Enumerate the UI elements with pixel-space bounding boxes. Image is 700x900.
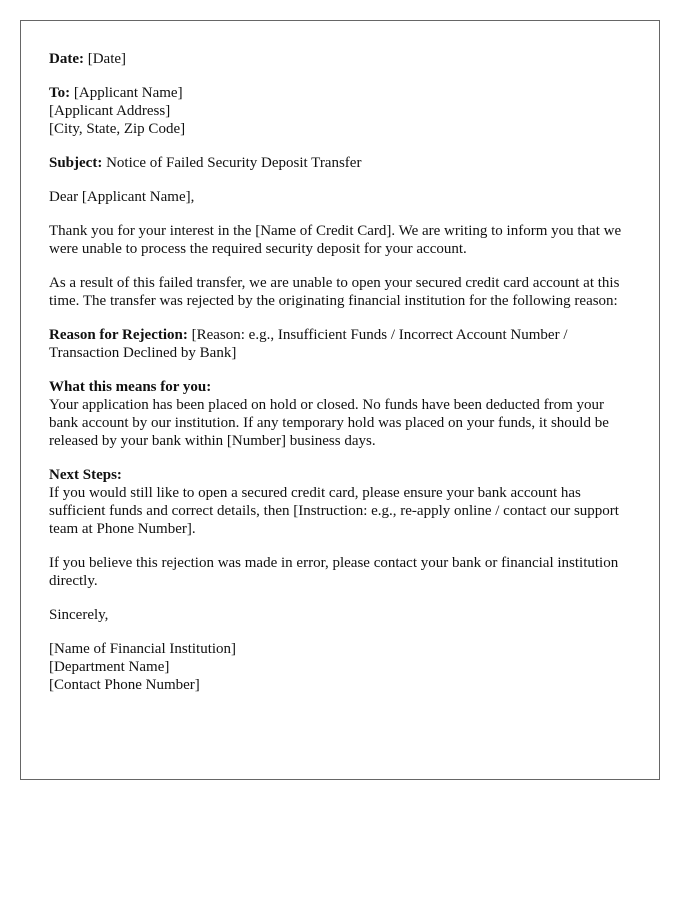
error-contact-paragraph: If you believe this rejection was made in error, please contact your bank or financial institution directly. (49, 555, 619, 589)
what-this-means-section (49, 378, 631, 450)
next-steps-heading: Next Steps: (49, 467, 122, 483)
recipient-city: [City, State, Zip Code] (49, 121, 186, 137)
date-line (49, 50, 631, 68)
next-steps-text: If you would still like to open a secured credit card, please ensure your bank account has sufficient funds and correct details, then [Instruction: e.g., re-apply online / contact our support team at Phone Number]. (49, 485, 619, 537)
date-label: Date: (49, 51, 84, 67)
recipient-address: [Applicant Address] (49, 103, 171, 119)
next-steps-section (49, 466, 631, 538)
what-this-means-text: Your application has been placed on hold or closed. No funds have been deducted from your bank account by our institution. If any temporary hold was placed on your funds, it should be released by your bank within [Number] business days. (49, 397, 609, 449)
signature-institution: [Name of Financial Institution] (49, 641, 237, 657)
intro-paragraph: Thank you for your interest in the [Name of Credit Card]. We are writing to inform you that we were unable to process the required security deposit for your account. (49, 223, 622, 257)
what-this-means-heading: What this means for you: (49, 379, 212, 395)
to-label: To: (49, 85, 71, 101)
signature-department: [Department Name] (49, 659, 170, 675)
subject-value: Notice of Failed Security Deposit Transfer (106, 155, 362, 171)
letter-document (20, 20, 660, 780)
subject-label: Subject: (49, 155, 103, 171)
date-value: [Date] (87, 51, 127, 67)
reason-label: Reason for Rejection: (49, 327, 188, 343)
signature-phone: [Contact Phone Number] (49, 677, 200, 693)
rejection-reason-paragraph (49, 326, 631, 362)
result-paragraph: As a result of this failed transfer, we are unable to open your secured credit card account at this time. The transfer was rejected by the originating financial institution for the following reason: (49, 275, 620, 309)
reason-value: [Reason: e.g., Insufficient Funds / Incorrect Account Number / Transaction Declined by Bank] (49, 327, 568, 361)
subject-line (49, 154, 631, 172)
signature-block (49, 640, 631, 694)
recipient-name: [Applicant Name] (73, 85, 183, 101)
closing: Sincerely, (49, 607, 109, 623)
recipient-name-line (49, 84, 631, 102)
salutation: Dear [Applicant Name], (49, 189, 195, 205)
recipient-block (49, 84, 631, 138)
